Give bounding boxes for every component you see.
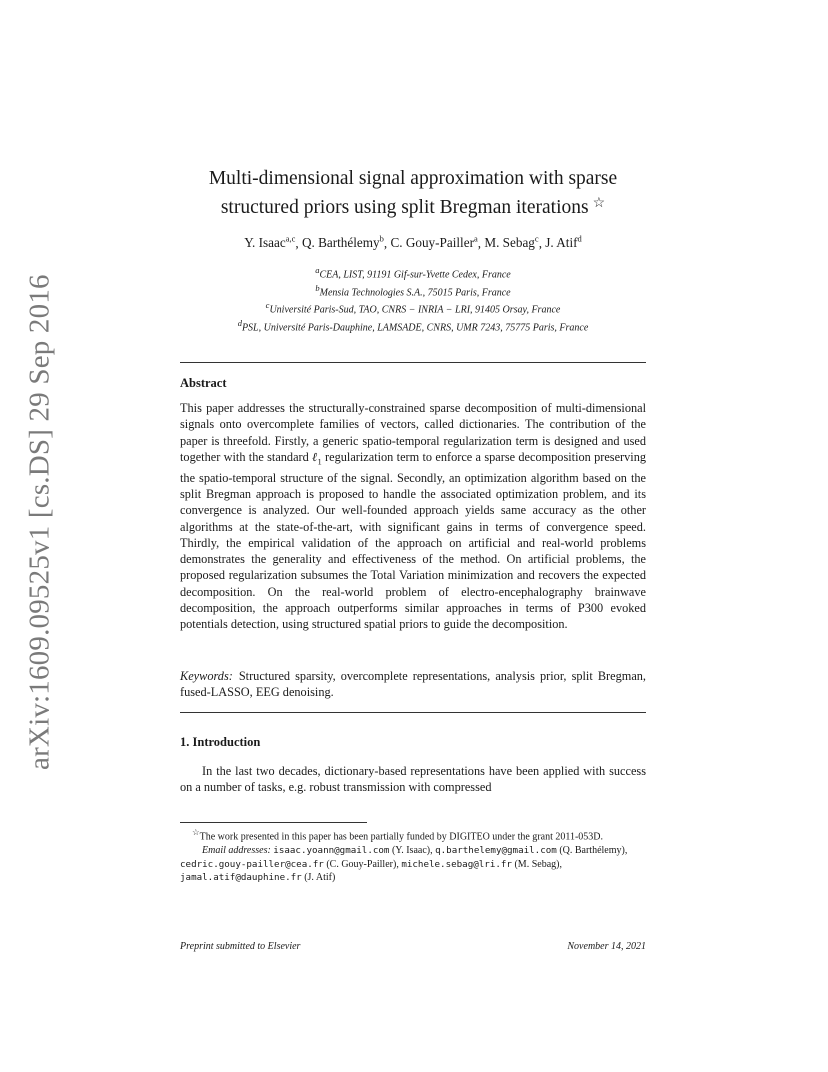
author: C. Gouy-Pailler$^a$ [390,234,478,251]
footnote [180,826,646,885]
affiliation: $^d$PSL, Université Paris-Dauphine, LAMSADE, CNRS, UMR 7243, 75775 Paris, France [237,318,589,334]
affiliation: $^a$CEA, LIST, 91191 Gif-sur-Yvette Cedex, France [315,265,511,281]
funding-footnote: ☆The work presented in this paper has been partially funded by DIGITEO under the grant 2011-053D. [192,827,604,843]
abstract-heading: Abstract [180,376,227,390]
email-link[interactable]: michele.sebag@lri.fr [401,858,512,870]
author: Q. Barthélemy$^b$ [301,234,384,251]
introduction-paragraph: In the last two decades, dictionary-based representations have been applied with success on a number of tasks, e.g. robust transmission with compressed [180,764,646,795]
title-star-footnote-mark: ☆ [592,196,606,211]
keywords-label: Keywords: [180,669,233,683]
abstract-top-rule [180,362,646,363]
affiliations [150,264,676,335]
author-list: Y. Isaac$^{a,c}$, Q. Barthélemy$^b$, C. Gouy-Pailler$^a$, M. Sebag$^c$, J. Atif$^d$ [244,234,582,251]
footnote-rule [180,822,367,823]
abstract-bottom-rule [180,712,646,713]
keywords [180,668,646,701]
email-link[interactable]: jamal.atif@dauphine.fr [180,872,302,884]
affiliation: $^c$Université Paris-Sud, TAO, CNRS − INRIA − LRI, 91405 Orsay, France [265,300,561,316]
footer-preprint-note: Preprint submitted to Elsevier [180,941,301,952]
affiliation: $^b$Mensia Technologies S.A., 75015 Paris, France [315,282,511,299]
author: J. Atif$^d$ [545,234,582,251]
email-link[interactable]: cedric.gouy-pailler@cea.fr [180,858,324,870]
email-footnote: Email addresses: isaac.yoann@gmail.com (Y. Isaac), q.barthelemy@gmail.com (Q. Barthélemy), cedric.gouy-pailler@cea.fr (C. Gouy-Pailler), michele.sebag@lri.fr (M. Sebag), jamal.atif@dauphine.fr (J. Atif) [180,844,628,884]
footer-date: November 14, 2021 [567,941,646,952]
paper-title [180,166,646,220]
author: Y. Isaac$^{a,c}$ [244,234,296,251]
author: M. Sebag$^c$ [484,234,539,251]
keywords-text: Structured sparsity, overcomplete representations, analysis prior, split Bregman, fused-LASSO, EEG denoising. [180,669,646,700]
email-link[interactable]: q.barthelemy@gmail.com [435,844,557,856]
abstract-body: This paper addresses the structurally-constrained sparse decomposition of multi-dimensional signals onto overcomplete families of vectors, called dictionaries. The contribution of the paper is threefold. Firstly, a generic spatio-temporal regularization term is designed and used together with the standard ℓ$_1$ regularization term to enforce a sparse decomposition preserving the spatio-temporal structure of the signal. Secondly, an optimization algorithm based on the split Bregman approach is proposed to handle the associated optimization problem, and its convergence is analyzed. Our well-founded approach yields same accuracy as the other algorithms at the state-of-the-art, with significant gains in terms of convergence speed. Thirdly, the empirical validation of the approach on artificial and real-world problems demonstrates the generality and effectiveness of the method. On artificial problems, the proposed regularization subsumes the Total Variation minimization and recovers the expected decomposition. On the real-world problem of electro-encephalography brainwave decomposition, the approach outperforms similar approaches in terms of P300 evoked potentials detection, using structured spatial priors to guide the decomposition. [180,401,646,632]
section-heading-introduction: 1. Introduction [180,735,261,749]
title-line-2: structured priors using split Bregman iterations ☆ [220,196,606,218]
email-link[interactable]: isaac.yoann@gmail.com [273,844,390,856]
arxiv-stamp: arXiv:1609.09525v1 [cs.DS] 29 Sep 2016 [23,274,56,771]
title-line-1: Multi-dimensional signal approximation with sparse [208,168,618,189]
